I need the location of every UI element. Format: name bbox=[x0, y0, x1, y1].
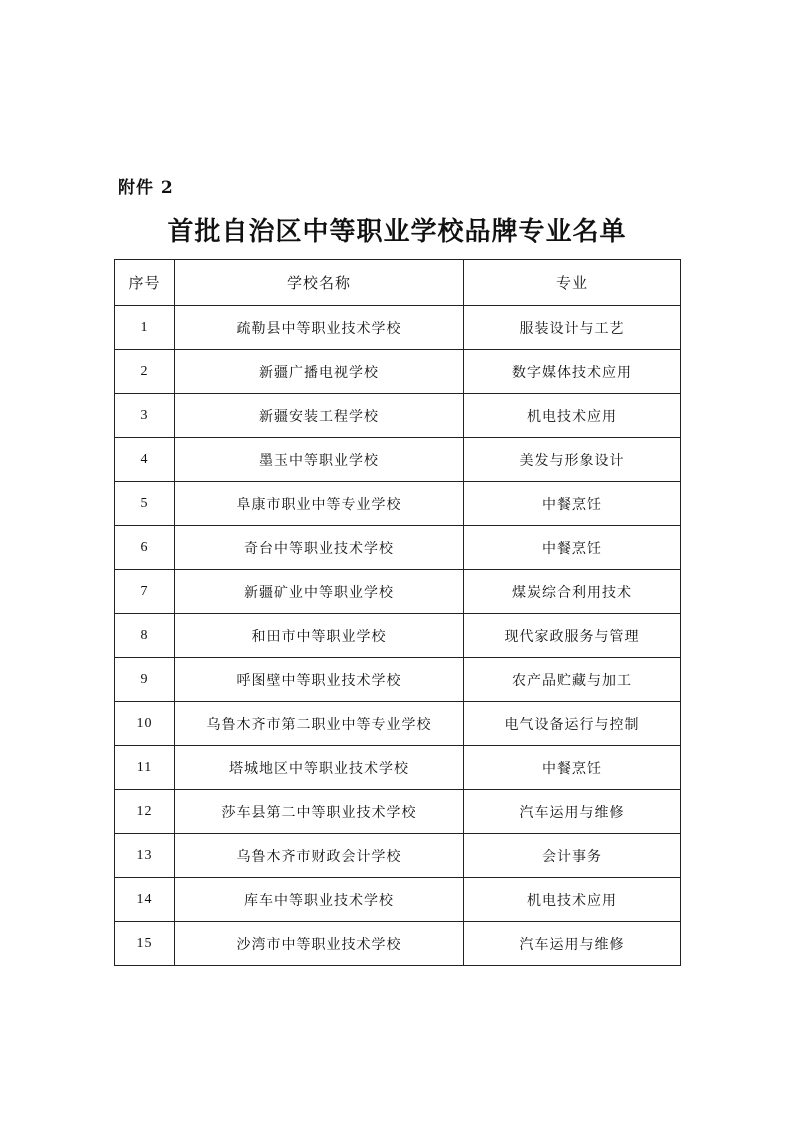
row-major: 中餐烹饪 bbox=[464, 526, 681, 570]
row-index: 5 bbox=[115, 482, 175, 526]
row-major: 会计事务 bbox=[464, 834, 681, 878]
table-row bbox=[115, 614, 681, 658]
row-school-name: 新疆矿业中等职业学校 bbox=[175, 570, 464, 614]
row-school-name: 阜康市职业中等专业学校 bbox=[175, 482, 464, 526]
table-row bbox=[115, 790, 681, 834]
table-row bbox=[115, 570, 681, 614]
row-major: 中餐烹饪 bbox=[464, 746, 681, 790]
row-index: 13 bbox=[115, 834, 175, 878]
table-row bbox=[115, 702, 681, 746]
row-school-name: 塔城地区中等职业技术学校 bbox=[175, 746, 464, 790]
row-index: 6 bbox=[115, 526, 175, 570]
row-major: 煤炭综合利用技术 bbox=[464, 570, 681, 614]
row-major: 服装设计与工艺 bbox=[464, 306, 681, 350]
row-school-name: 呼图壁中等职业技术学校 bbox=[175, 658, 464, 702]
table-row bbox=[115, 834, 681, 878]
row-index: 9 bbox=[115, 658, 175, 702]
row-major: 农产品贮藏与加工 bbox=[464, 658, 681, 702]
header-major: 专业 bbox=[464, 260, 681, 306]
row-major: 电气设备运行与控制 bbox=[464, 702, 681, 746]
header-school-name: 学校名称 bbox=[175, 260, 464, 306]
table-row bbox=[115, 658, 681, 702]
row-school-name: 沙湾市中等职业技术学校 bbox=[175, 922, 464, 966]
row-index: 15 bbox=[115, 922, 175, 966]
attachment-label: 附件 2 bbox=[118, 178, 174, 198]
header-index: 序号 bbox=[115, 260, 175, 306]
row-major: 汽车运用与维修 bbox=[464, 922, 681, 966]
table-row bbox=[115, 878, 681, 922]
row-school-name: 疏勒县中等职业技术学校 bbox=[175, 306, 464, 350]
table-row bbox=[115, 394, 681, 438]
row-major: 中餐烹饪 bbox=[464, 482, 681, 526]
table-row bbox=[115, 306, 681, 350]
row-school-name: 乌鲁木齐市第二职业中等专业学校 bbox=[175, 702, 464, 746]
row-major: 美发与形象设计 bbox=[464, 438, 681, 482]
row-index: 8 bbox=[115, 614, 175, 658]
row-school-name: 新疆安装工程学校 bbox=[175, 394, 464, 438]
row-major: 数字媒体技术应用 bbox=[464, 350, 681, 394]
row-school-name: 墨玉中等职业学校 bbox=[175, 438, 464, 482]
row-school-name: 和田市中等职业学校 bbox=[175, 614, 464, 658]
row-index: 10 bbox=[115, 702, 175, 746]
row-index: 1 bbox=[115, 306, 175, 350]
row-school-name: 莎车县第二中等职业技术学校 bbox=[175, 790, 464, 834]
table-row bbox=[115, 438, 681, 482]
row-major: 汽车运用与维修 bbox=[464, 790, 681, 834]
row-school-name: 库车中等职业技术学校 bbox=[175, 878, 464, 922]
brand-major-table bbox=[114, 259, 681, 966]
table-row bbox=[115, 746, 681, 790]
row-index: 4 bbox=[115, 438, 175, 482]
table-row bbox=[115, 922, 681, 966]
row-index: 12 bbox=[115, 790, 175, 834]
page-title: 首批自治区中等职业学校品牌专业名单 bbox=[167, 217, 627, 247]
row-school-name: 乌鲁木齐市财政会计学校 bbox=[175, 834, 464, 878]
row-index: 7 bbox=[115, 570, 175, 614]
row-index: 11 bbox=[115, 746, 175, 790]
table-row bbox=[115, 350, 681, 394]
row-index: 3 bbox=[115, 394, 175, 438]
row-major: 机电技术应用 bbox=[464, 878, 681, 922]
row-index: 14 bbox=[115, 878, 175, 922]
table-header-row bbox=[115, 260, 681, 306]
row-major: 机电技术应用 bbox=[464, 394, 681, 438]
row-major: 现代家政服务与管理 bbox=[464, 614, 681, 658]
table-row bbox=[115, 482, 681, 526]
table-row bbox=[115, 526, 681, 570]
row-index: 2 bbox=[115, 350, 175, 394]
row-school-name: 奇台中等职业技术学校 bbox=[175, 526, 464, 570]
row-school-name: 新疆广播电视学校 bbox=[175, 350, 464, 394]
